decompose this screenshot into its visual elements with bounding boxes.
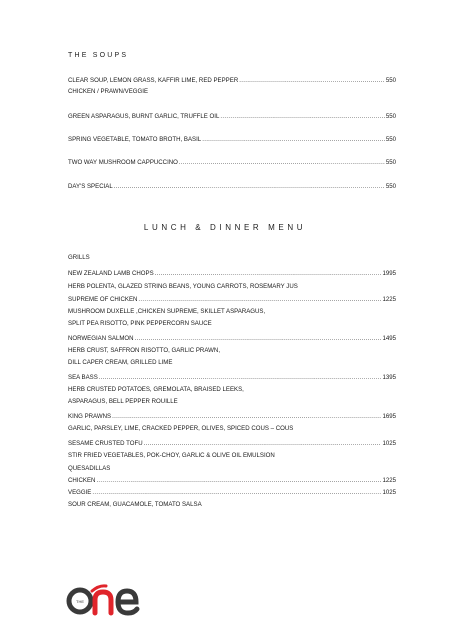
item-name: KING PRAWNS (68, 413, 112, 420)
section-heading: QUESADILLAS (68, 465, 111, 472)
item-description: CHICKEN / PRAWN/VEGGIE (68, 88, 149, 95)
dot-leader (99, 374, 382, 382)
dot-leader (138, 296, 381, 304)
item-name: SESAME CRUSTED TOFU (68, 440, 143, 447)
item-price: 1695 (382, 413, 396, 420)
menu-item (68, 77, 396, 85)
lunch-dinner-heading: LUNCH & DINNER MENU (143, 223, 307, 232)
item-price: 1025 (382, 440, 396, 447)
item-description: HERB CRUST, SAFFRON RISOTTO, GARLIC PRAWN, (68, 347, 221, 354)
item-price: 1225 (382, 477, 396, 484)
menu-item (68, 296, 396, 304)
item-description: SPLIT PEA RISOTTO, PINK PEPPERCORN SAUCE (68, 320, 212, 327)
menu-item (68, 374, 396, 382)
logo-small-text: THE (76, 599, 84, 604)
item-price: 1495 (382, 335, 396, 342)
item-description: ASPARAGUS, BELL PEPPER ROUILLE (68, 398, 178, 405)
item-price: 550 (385, 159, 396, 166)
dot-leader (114, 183, 385, 191)
item-name: SUPREME OF CHICKEN (68, 296, 138, 303)
item-name: CLEAR SOUP, LEMON GRASS, KAFFIR LIME, RED PEPPER (68, 77, 239, 84)
dot-leader (239, 77, 385, 85)
item-name: NORWEGIAN SALMON (68, 335, 134, 342)
item-name: SPRING VEGETABLE, TOMATO BROTH, BASIL (68, 136, 202, 143)
item-price: 550 (385, 113, 396, 120)
item-name: VEGGIE (68, 489, 92, 496)
logo-e (118, 591, 137, 613)
item-description: HERB POLENTA, GLAZED STRING BEANS, YOUNG CARROTS, ROSEMARY JUS (68, 283, 298, 290)
item-name: GREEN ASPARAGUS, BURNT GARLIC, TRUFFLE OIL (68, 113, 220, 120)
item-description: GARLIC, PARSLEY, LIME, CRACKED PEPPER, OLIVES, SPICED COUS – COUS (68, 425, 294, 432)
item-description: DILL CAPER CREAM, GRILLED LIME (68, 359, 173, 366)
item-name: CHICKEN (68, 477, 96, 484)
item-price: 550 (385, 183, 396, 190)
menu-item (68, 335, 396, 343)
menu-item (68, 159, 396, 167)
item-price: 1995 (382, 270, 396, 277)
dot-leader (220, 113, 384, 121)
item-description: SOUR CREAM, GUACAMOLE, TOMATO SALSA (68, 501, 202, 508)
menu-item (68, 489, 396, 497)
menu-item (68, 413, 396, 421)
dot-leader (155, 270, 382, 278)
item-price: 1025 (382, 489, 396, 496)
dot-leader (112, 413, 381, 421)
item-price: 550 (385, 136, 396, 143)
item-name: NEW ZEALAND LAMB CHOPS (68, 270, 154, 277)
dot-leader (96, 477, 381, 485)
logo-n-arc (95, 592, 111, 613)
menu-item (68, 477, 396, 485)
dot-leader (202, 136, 385, 144)
soups-heading: THE SOUPS (68, 52, 129, 59)
menu-item (68, 113, 396, 121)
item-name: SEA BASS (68, 374, 98, 381)
item-description: STIR FRIED VEGETABLES, POK-CHOY, GARLIC & OLIVE OIL EMULSION (68, 452, 275, 459)
item-price: 550 (385, 77, 396, 84)
the-one-logo (66, 582, 158, 616)
item-name: TWO WAY MUSHROOM CAPPUCCINO (68, 159, 178, 166)
menu-item (68, 270, 396, 278)
item-description: MUSHROOM DUXELLE ,CHICKEN SUPREME, SKILLET ASPARAGUS, (68, 308, 266, 315)
menu-item (68, 136, 396, 144)
item-name: DAY'S SPECIAL (68, 183, 113, 190)
item-description: HERB CRUSTED POTATOES, GREMOLATA, BRAISED LEEKS, (68, 386, 244, 393)
dot-leader (144, 440, 382, 448)
item-price: 1225 (382, 296, 396, 303)
section-heading: GRILLS (68, 254, 90, 261)
menu-item (68, 183, 396, 191)
menu-item (68, 440, 396, 448)
dot-leader (179, 159, 385, 167)
dot-leader (135, 335, 382, 343)
dot-leader (92, 489, 381, 497)
item-price: 1395 (382, 374, 396, 381)
